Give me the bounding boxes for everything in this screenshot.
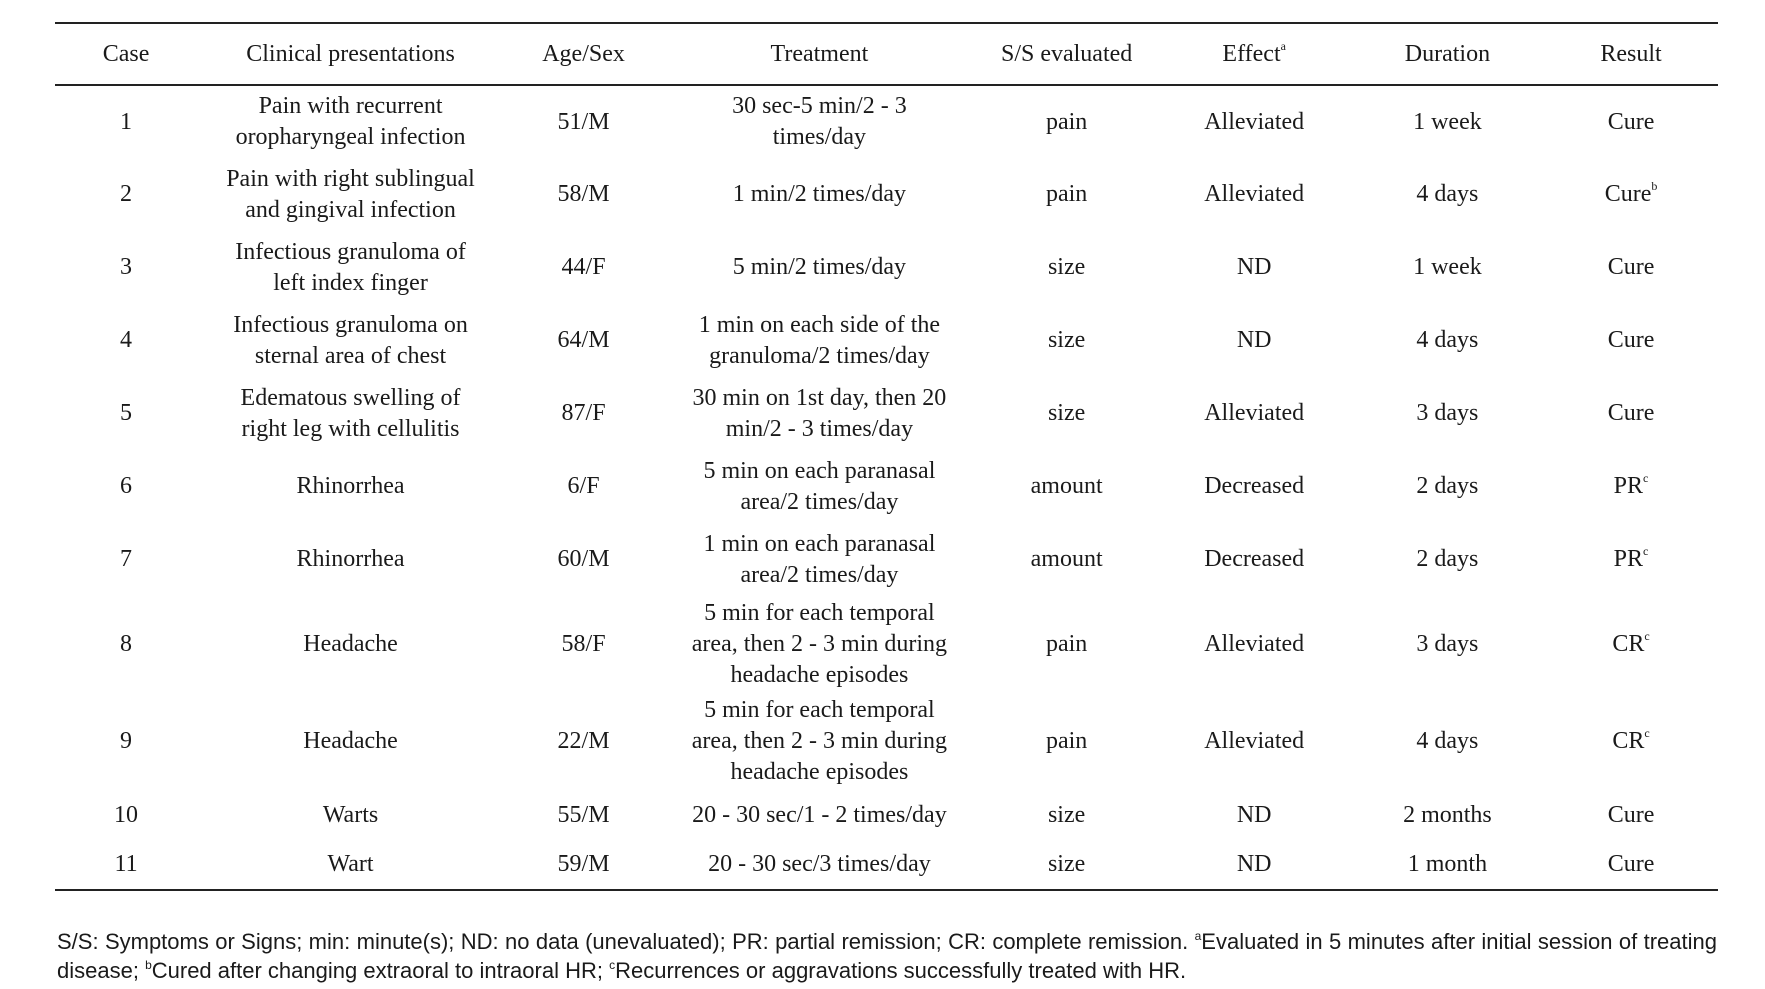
cell-duration: 4 days [1416,728,1479,754]
footnote-b-mark: b [145,958,152,972]
cell-treatment: 30 min on 1st day, then 20 min/2 - 3 times/day [692,384,947,442]
cell-result-label: Cure [1607,254,1655,280]
cell-result-label: Cure [1607,400,1655,426]
cell-result-footnote-mark: b [1651,179,1658,193]
cell-ss: size [976,840,1158,890]
cell-result [1544,840,1718,890]
cell-duration: 3 days [1416,400,1479,426]
header-case: Case [55,23,197,85]
cell-treatment: 5 min on each paranasal area/2 times/day [703,457,936,515]
cell-case: 7 [120,546,133,572]
cell-clinical: Headache [303,728,398,754]
cell-agesex: 87/F [561,400,606,426]
header-duration: Duration [1351,23,1544,85]
table-row [55,304,1718,377]
cell-agesex: 58/F [561,631,606,657]
footnote-c-text: Recurrences or aggravations successfully treated with HR. [615,958,1187,983]
cell-ss: pain [1045,181,1088,207]
footnote-c-mark: c [609,958,616,972]
header-effect-footnote-mark: a [1280,38,1286,53]
cell-result-label: Cure [1607,108,1655,135]
cell-effect: ND [1158,840,1351,890]
cell-result-label: Cure [1607,327,1655,353]
cell-duration: 1 month [1351,840,1544,890]
header-effect [1158,23,1351,85]
cell-result [1544,523,1718,596]
header-result: Result [1544,23,1718,85]
cell-clinical: Headache [303,631,398,657]
cell-clinical: Infectious granuloma on sternal area of chest [233,311,468,369]
cell-duration: 2 days [1416,473,1479,499]
cell-treatment: 30 sec-5 min/2 - 3 times/day [732,93,907,150]
table-row [55,85,1718,158]
cell-result-label: CR [1612,631,1645,657]
cell-result [1544,596,1718,693]
cell-agesex: 51/M [557,108,610,135]
table-header-row [55,23,1718,85]
cell-case: 6 [120,473,133,499]
cell-agesex: 60/M [557,546,610,572]
cell-treatment: 20 - 30 sec/1 - 2 times/day [692,801,947,828]
table-row [55,840,1718,890]
header-ss-evaluated: S/S evaluated [976,23,1158,85]
cell-ss: amount [1030,473,1103,499]
cell-effect: ND [1236,327,1272,353]
footnote-b-text: Cured after changing extraoral to intraoral HR; [151,958,610,983]
cell-result [1544,377,1718,450]
footnote-a-text: Evaluated in 5 minutes after initial session of treating disease; [57,929,1717,983]
cell-treatment: 5 min for each temporal area, then 2 - 3 min during headache episodes [691,600,948,688]
cell-treatment: 20 - 30 sec/3 times/day [663,840,976,890]
cell-duration: 2 days [1416,546,1479,572]
table-row [55,596,1718,693]
cell-agesex: 59/M [504,840,663,890]
cell-result [1544,231,1718,304]
cell-agesex: 22/M [557,728,610,754]
cell-result-label: Cure [1607,851,1655,877]
cell-clinical: Warts [322,801,379,828]
table-footnote [57,927,1717,985]
cell-result-label: PR [1613,473,1644,499]
header-treatment: Treatment [663,23,976,85]
cell-agesex: 64/M [557,327,610,353]
cell-clinical: Pain with recurrent oropharyngeal infection [235,93,466,150]
cell-result-label: Cure [1604,181,1652,207]
cell-ss: amount [1030,546,1103,572]
cell-ss: size [1047,400,1086,426]
cell-treatment: 1 min/2 times/day [732,181,907,207]
cell-agesex: 55/M [557,801,610,828]
cell-duration: 2 months [1403,801,1492,828]
cell-result-footnote-mark: c [1644,726,1650,740]
cell-result [1544,790,1718,840]
cell-duration: 4 days [1416,181,1479,207]
cell-case: 11 [55,840,197,890]
cell-duration: 1 week [1413,254,1482,280]
cell-clinical: Infectious granuloma of left index finger [235,238,466,296]
cell-effect: Alleviated [1204,631,1305,657]
cell-duration: 3 days [1416,631,1479,657]
cell-ss: pain [1045,728,1088,754]
cell-agesex: 58/M [557,181,610,207]
cell-clinical: Wart [197,840,504,890]
table-row [55,158,1718,231]
cell-clinical: Rhinorrhea [296,546,405,572]
cell-effect: Alleviated [1204,728,1305,754]
table-row [55,523,1718,596]
cell-ss: size [1047,327,1086,353]
cell-treatment: 1 min on each side of the granuloma/2 times/day [698,311,941,369]
cell-clinical: Rhinorrhea [296,473,405,499]
cell-case: 10 [114,801,139,828]
cell-result-footnote-mark: c [1643,471,1649,485]
cell-ss: size [1047,254,1086,280]
cell-ss: pain [1045,631,1088,657]
table-row [55,450,1718,523]
table-row [55,790,1718,840]
cell-treatment: 1 min on each paranasal area/2 times/day [703,530,936,588]
header-age-sex: Age/Sex [504,23,663,85]
cell-ss: pain [1045,108,1088,135]
cell-agesex: 6/F [567,473,600,499]
cell-case: 3 [120,254,133,280]
cell-result [1544,450,1718,523]
case-results-table [55,22,1718,891]
header-clinical-presentations: Clinical presentations [197,23,504,85]
cell-result-footnote-mark: c [1643,544,1649,558]
cell-effect: Decreased [1204,473,1305,499]
cell-effect: ND [1236,801,1272,828]
cell-agesex: 44/F [561,254,606,280]
cell-case: 1 [120,108,133,135]
header-effect-label: Effect [1222,40,1281,67]
cell-result [1544,85,1718,158]
cell-result [1544,304,1718,377]
cell-duration: 4 days [1416,327,1479,353]
cell-case: 4 [120,327,133,353]
cell-result-label: PR [1613,546,1644,572]
footnote-a-mark: a [1194,929,1202,943]
cell-effect: Decreased [1204,546,1305,572]
cell-treatment: 5 min/2 times/day [732,254,907,280]
cell-ss: size [1047,801,1086,828]
cell-result-label: CR [1612,728,1645,754]
table-row [55,693,1718,790]
cell-effect: Alleviated [1204,400,1305,426]
cell-effect: Alleviated [1204,108,1305,135]
cell-result-footnote-mark: c [1644,629,1650,643]
cell-case: 8 [120,631,133,657]
cell-result [1544,158,1718,231]
cell-result [1544,693,1718,790]
cell-result-label: Cure [1607,801,1655,828]
table-row [55,231,1718,304]
cell-case: 5 [120,400,133,426]
cell-duration: 1 week [1413,108,1482,135]
cell-clinical: Edematous swelling of right leg with cellulitis [240,384,461,442]
results-table-container [55,22,1718,891]
cell-effect: Alleviated [1204,181,1305,207]
footnote-abbreviations: S/S: Symptoms or Signs; min: minute(s); ND: no data (unevaluated); PR: partial remission; CR: complete remission. [57,929,1195,954]
cell-case: 2 [120,181,133,207]
cell-clinical: Pain with right sublingual and gingival infection [226,165,475,223]
cell-effect: ND [1236,254,1272,280]
cell-case: 9 [120,728,133,754]
cell-treatment: 5 min for each temporal area, then 2 - 3 min during headache episodes [691,697,948,785]
table-row [55,377,1718,450]
